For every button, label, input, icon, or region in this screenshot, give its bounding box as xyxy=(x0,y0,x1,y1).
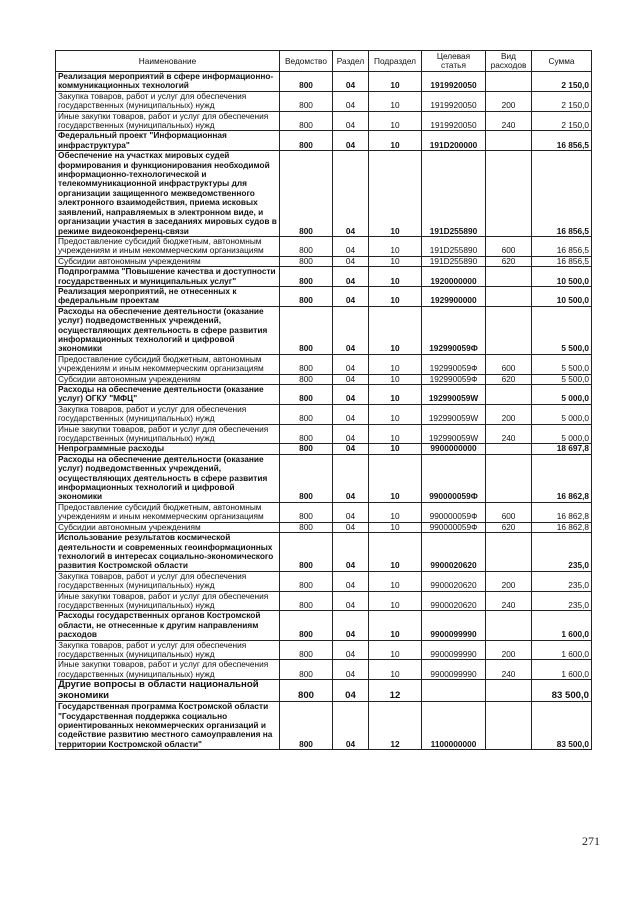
cell-subsection: 10 xyxy=(369,111,422,131)
cell-subsection: 10 xyxy=(369,267,422,287)
cell-exptype: 200 xyxy=(486,571,532,591)
cell-name: Иные закупки товаров, работ и услуг для обеспечения государственных (муниципальных) нужд xyxy=(56,111,280,131)
cell-target: 9900020620 xyxy=(422,533,486,572)
cell-target: 1920000000 xyxy=(422,267,486,287)
cell-subsection: 10 xyxy=(369,286,422,306)
table-row xyxy=(56,91,592,111)
cell-section: 04 xyxy=(333,256,369,266)
cell-name: Федеральный проект "Информационная инфраструктура" xyxy=(56,131,280,151)
cell-exptype: 240 xyxy=(486,660,532,680)
cell-section: 04 xyxy=(333,151,369,237)
table-row xyxy=(56,111,592,131)
cell-target: 191D200000 xyxy=(422,131,486,151)
cell-subsection: 10 xyxy=(369,404,422,424)
cell-dept: 800 xyxy=(280,374,333,384)
cell-section: 04 xyxy=(333,306,369,354)
cell-name: Другие вопросы в области национальной экономики xyxy=(56,680,280,702)
cell-sum: 5 000,0 xyxy=(532,424,592,444)
cell-sum: 5 500,0 xyxy=(532,354,592,374)
cell-target: 1919920050 xyxy=(422,91,486,111)
cell-subsection: 10 xyxy=(369,385,422,405)
table-row xyxy=(56,286,592,306)
cell-section: 04 xyxy=(333,424,369,444)
cell-name: Реализация мероприятий, не отнесенных к федеральным проектам xyxy=(56,286,280,306)
cell-target xyxy=(422,680,486,702)
cell-exptype xyxy=(486,72,532,92)
cell-sum: 2 150,0 xyxy=(532,72,592,92)
cell-section: 04 xyxy=(333,72,369,92)
cell-dept: 800 xyxy=(280,286,333,306)
cell-subsection: 10 xyxy=(369,611,422,640)
cell-sum: 10 500,0 xyxy=(532,267,592,287)
cell-name: Расходы на обеспечение деятельности (оказание услуг) ОГКУ "МФЦ" xyxy=(56,385,280,405)
table-row xyxy=(56,444,592,454)
cell-dept: 800 xyxy=(280,404,333,424)
cell-subsection: 10 xyxy=(369,640,422,660)
table-row xyxy=(56,702,592,750)
cell-name: Обеспечение на участках мировых судей формирования и функционирования необходимой информационно-технологической и телекоммуникационной инфраструктуры для организации защищенного межведомственного электронного взаимодействия, приема исковых заявлений, направляемых в электронном виде, и организации участия в заседаниях мировых судов в режиме видеоконференц-связи xyxy=(56,151,280,237)
cell-target: 9900099990 xyxy=(422,660,486,680)
cell-target: 1919920050 xyxy=(422,72,486,92)
cell-section: 04 xyxy=(333,591,369,611)
cell-sum: 1 600,0 xyxy=(532,660,592,680)
cell-exptype xyxy=(486,151,532,237)
cell-dept: 800 xyxy=(280,660,333,680)
cell-exptype xyxy=(486,286,532,306)
cell-dept: 800 xyxy=(280,591,333,611)
cell-name: Расходы государственных органов Костромской области, не отнесенные к другим направлениям расходов xyxy=(56,611,280,640)
cell-exptype xyxy=(486,533,532,572)
table-row xyxy=(56,131,592,151)
page-number: 271 xyxy=(582,834,600,848)
cell-section: 04 xyxy=(333,522,369,532)
cell-dept: 800 xyxy=(280,91,333,111)
cell-section: 04 xyxy=(333,702,369,750)
cell-target: 990000059Ф xyxy=(422,522,486,532)
cell-sum: 16 862,8 xyxy=(532,502,592,522)
cell-subsection: 10 xyxy=(369,660,422,680)
cell-dept: 800 xyxy=(280,424,333,444)
cell-subsection: 10 xyxy=(369,522,422,532)
cell-dept: 800 xyxy=(280,72,333,92)
table-row xyxy=(56,306,592,354)
cell-exptype: 600 xyxy=(486,502,532,522)
table-row xyxy=(56,256,592,266)
cell-section: 04 xyxy=(333,611,369,640)
cell-section: 04 xyxy=(333,680,369,702)
cell-section: 04 xyxy=(333,374,369,384)
cell-sum: 16 856,5 xyxy=(532,131,592,151)
cell-sum: 5 000,0 xyxy=(532,385,592,405)
cell-section: 04 xyxy=(333,91,369,111)
cell-dept: 800 xyxy=(280,267,333,287)
cell-dept: 800 xyxy=(280,533,333,572)
header-section: Раздел xyxy=(333,51,369,72)
cell-section: 04 xyxy=(333,267,369,287)
table-row xyxy=(56,591,592,611)
cell-sum: 5 500,0 xyxy=(532,306,592,354)
cell-name: Предоставление субсидий бюджетным, автономным учреждениям и иным некоммерческим организациям xyxy=(56,354,280,374)
cell-exptype xyxy=(486,131,532,151)
cell-section: 04 xyxy=(333,286,369,306)
cell-subsection: 10 xyxy=(369,91,422,111)
table-row xyxy=(56,533,592,572)
cell-name: Закупка товаров, работ и услуг для обеспечения государственных (муниципальных) нужд xyxy=(56,404,280,424)
cell-section: 04 xyxy=(333,454,369,502)
cell-target: 9900000000 xyxy=(422,444,486,454)
cell-dept: 800 xyxy=(280,611,333,640)
budget-table xyxy=(55,50,592,750)
table-row xyxy=(56,522,592,532)
cell-dept: 800 xyxy=(280,111,333,131)
cell-name: Государственная программа Костромской области "Государственная поддержка социально ориентированных некоммерческих организаций и содействие развитию местного самоуправления на территории Костромской области" xyxy=(56,702,280,750)
cell-sum: 18 697,8 xyxy=(532,444,592,454)
cell-dept: 800 xyxy=(280,640,333,660)
cell-target: 192990059W xyxy=(422,424,486,444)
table-row xyxy=(56,424,592,444)
cell-sum: 16 856,5 xyxy=(532,256,592,266)
cell-dept: 800 xyxy=(280,444,333,454)
cell-sum: 10 500,0 xyxy=(532,286,592,306)
table-row xyxy=(56,267,592,287)
cell-sum: 2 150,0 xyxy=(532,91,592,111)
cell-subsection: 10 xyxy=(369,256,422,266)
cell-subsection: 10 xyxy=(369,236,422,256)
cell-dept: 800 xyxy=(280,131,333,151)
cell-subsection: 10 xyxy=(369,354,422,374)
cell-name: Закупка товаров, работ и услуг для обеспечения государственных (муниципальных) нужд xyxy=(56,640,280,660)
table-row xyxy=(56,680,592,702)
table-row xyxy=(56,151,592,237)
cell-target: 192990059W xyxy=(422,404,486,424)
cell-exptype xyxy=(486,385,532,405)
cell-target: 990000059Ф xyxy=(422,502,486,522)
cell-target: 191D255890 xyxy=(422,236,486,256)
cell-dept: 800 xyxy=(280,354,333,374)
header-dept: Ведомство xyxy=(280,51,333,72)
cell-name: Закупка товаров, работ и услуг для обеспечения государственных (муниципальных) нужд xyxy=(56,571,280,591)
cell-name: Субсидии автономным учреждениям xyxy=(56,256,280,266)
cell-dept: 800 xyxy=(280,522,333,532)
cell-exptype: 200 xyxy=(486,640,532,660)
cell-section: 04 xyxy=(333,236,369,256)
cell-target: 9900099990 xyxy=(422,611,486,640)
cell-exptype xyxy=(486,454,532,502)
cell-dept: 800 xyxy=(280,256,333,266)
cell-name: Расходы на обеспечение деятельности (оказание услуг) подведомственных учреждений, осуществляющих деятельность в сфере развития информационных технологий и цифровой экономики xyxy=(56,306,280,354)
cell-section: 04 xyxy=(333,640,369,660)
table-row xyxy=(56,385,592,405)
cell-subsection: 10 xyxy=(369,131,422,151)
cell-target: 1100000000 xyxy=(422,702,486,750)
cell-dept: 800 xyxy=(280,702,333,750)
cell-subsection: 10 xyxy=(369,454,422,502)
cell-section: 04 xyxy=(333,533,369,572)
cell-exptype: 240 xyxy=(486,591,532,611)
cell-subsection: 10 xyxy=(369,533,422,572)
cell-target: 192990059Ф xyxy=(422,354,486,374)
cell-dept: 800 xyxy=(280,306,333,354)
cell-exptype: 600 xyxy=(486,236,532,256)
cell-target: 1919920050 xyxy=(422,111,486,131)
cell-sum: 16 862,8 xyxy=(532,454,592,502)
cell-target: 191D255890 xyxy=(422,256,486,266)
cell-sum: 1 600,0 xyxy=(532,640,592,660)
cell-section: 04 xyxy=(333,111,369,131)
cell-exptype: 600 xyxy=(486,354,532,374)
table-row xyxy=(56,611,592,640)
cell-sum: 1 600,0 xyxy=(532,611,592,640)
cell-name: Иные закупки товаров, работ и услуг для обеспечения государственных (муниципальных) нужд xyxy=(56,591,280,611)
cell-name: Использование результатов космической деятельности и современных геоинформационных технологий в интересах социально-экономического развития Костромской области xyxy=(56,533,280,572)
cell-dept: 800 xyxy=(280,571,333,591)
cell-target: 990000059Ф xyxy=(422,454,486,502)
header-exptype: Вид расходов xyxy=(486,51,532,72)
cell-exptype: 200 xyxy=(486,404,532,424)
cell-dept: 800 xyxy=(280,454,333,502)
header-target: Целевая статья xyxy=(422,51,486,72)
cell-target: 9900020620 xyxy=(422,591,486,611)
cell-name: Непрограммные расходы xyxy=(56,444,280,454)
cell-sum: 83 500,0 xyxy=(532,702,592,750)
cell-name: Субсидии автономным учреждениям xyxy=(56,374,280,384)
cell-target: 9900020620 xyxy=(422,571,486,591)
cell-name: Предоставление субсидий бюджетным, автономным учреждениям и иным некоммерческим организациям xyxy=(56,502,280,522)
cell-target: 191D255890 xyxy=(422,151,486,237)
table-header-row xyxy=(56,51,592,72)
cell-subsection: 10 xyxy=(369,571,422,591)
cell-exptype: 200 xyxy=(486,91,532,111)
cell-name: Подпрограмма "Повышение качества и доступности государственных и муниципальных услуг" xyxy=(56,267,280,287)
header-name: Наименование xyxy=(56,51,280,72)
cell-exptype: 620 xyxy=(486,522,532,532)
cell-exptype xyxy=(486,702,532,750)
table-row xyxy=(56,660,592,680)
table-row xyxy=(56,502,592,522)
cell-target: 192990059Ф xyxy=(422,374,486,384)
cell-exptype xyxy=(486,680,532,702)
cell-name: Предоставление субсидий бюджетным, автономным учреждениям и иным некоммерческим организациям xyxy=(56,236,280,256)
cell-sum: 83 500,0 xyxy=(532,680,592,702)
cell-subsection: 10 xyxy=(369,306,422,354)
cell-exptype xyxy=(486,267,532,287)
cell-subsection: 10 xyxy=(369,591,422,611)
cell-sum: 2 150,0 xyxy=(532,111,592,131)
table-row xyxy=(56,354,592,374)
cell-subsection: 10 xyxy=(369,374,422,384)
cell-sum: 16 856,5 xyxy=(532,236,592,256)
cell-name: Расходы на обеспечение деятельности (оказание услуг) подведомственных учреждений, осуществляющих деятельность в сфере развития информационных технологий и цифровой экономики xyxy=(56,454,280,502)
cell-sum: 16 862,8 xyxy=(532,522,592,532)
cell-subsection: 10 xyxy=(369,151,422,237)
cell-section: 04 xyxy=(333,444,369,454)
cell-subsection: 10 xyxy=(369,444,422,454)
cell-sum: 235,0 xyxy=(532,533,592,572)
table-row xyxy=(56,72,592,92)
cell-dept: 800 xyxy=(280,680,333,702)
header-sum: Сумма xyxy=(532,51,592,72)
table-row xyxy=(56,404,592,424)
cell-section: 04 xyxy=(333,571,369,591)
table-row xyxy=(56,374,592,384)
cell-exptype: 620 xyxy=(486,374,532,384)
cell-exptype: 620 xyxy=(486,256,532,266)
cell-name: Иные закупки товаров, работ и услуг для обеспечения государственных (муниципальных) нужд xyxy=(56,660,280,680)
cell-dept: 800 xyxy=(280,236,333,256)
cell-sum: 5 000,0 xyxy=(532,404,592,424)
cell-name: Субсидии автономным учреждениям xyxy=(56,522,280,532)
cell-subsection: 10 xyxy=(369,502,422,522)
cell-sum: 16 856,5 xyxy=(532,151,592,237)
table-row xyxy=(56,571,592,591)
cell-dept: 800 xyxy=(280,385,333,405)
cell-sum: 235,0 xyxy=(532,591,592,611)
cell-name: Закупка товаров, работ и услуг для обеспечения государственных (муниципальных) нужд xyxy=(56,91,280,111)
cell-section: 04 xyxy=(333,660,369,680)
cell-exptype: 240 xyxy=(486,111,532,131)
cell-exptype xyxy=(486,611,532,640)
table-row xyxy=(56,640,592,660)
table-row xyxy=(56,236,592,256)
table-row xyxy=(56,454,592,502)
cell-target: 192990059W xyxy=(422,385,486,405)
cell-section: 04 xyxy=(333,354,369,374)
header-subsection: Подраздел xyxy=(369,51,422,72)
cell-name: Иные закупки товаров, работ и услуг для обеспечения государственных (муниципальных) нужд xyxy=(56,424,280,444)
cell-subsection: 12 xyxy=(369,680,422,702)
cell-subsection: 12 xyxy=(369,702,422,750)
cell-section: 04 xyxy=(333,404,369,424)
cell-exptype xyxy=(486,444,532,454)
cell-subsection: 10 xyxy=(369,424,422,444)
cell-subsection: 10 xyxy=(369,72,422,92)
cell-sum: 5 500,0 xyxy=(532,374,592,384)
cell-section: 04 xyxy=(333,131,369,151)
cell-section: 04 xyxy=(333,502,369,522)
cell-target: 192990059Ф xyxy=(422,306,486,354)
cell-dept: 800 xyxy=(280,502,333,522)
cell-sum: 235,0 xyxy=(532,571,592,591)
cell-exptype: 240 xyxy=(486,424,532,444)
cell-exptype xyxy=(486,306,532,354)
cell-section: 04 xyxy=(333,385,369,405)
cell-name: Реализация мероприятий в сфере информационно-коммуникационных технологий xyxy=(56,72,280,92)
cell-target: 9900099990 xyxy=(422,640,486,660)
cell-dept: 800 xyxy=(280,151,333,237)
cell-target: 1929900000 xyxy=(422,286,486,306)
